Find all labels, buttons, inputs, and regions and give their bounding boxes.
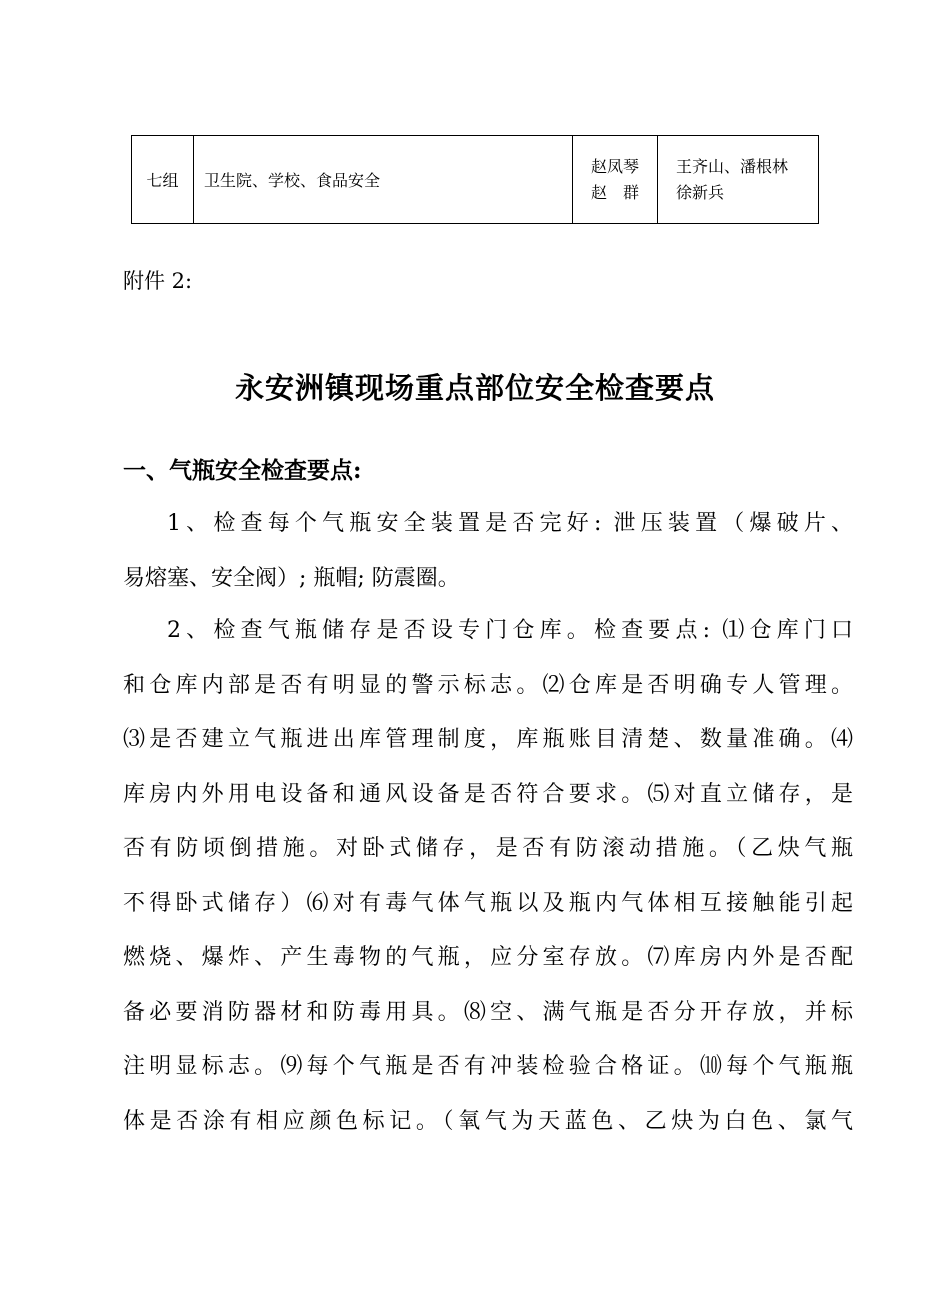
leader-name: 赵凤琴 <box>590 156 639 176</box>
member-names: 徐新兵 <box>676 182 725 202</box>
scope-text: 卫生院、学校、食品安全 <box>204 171 381 190</box>
text-line: 备必要消防器材和防毒用具。⑻空、满气瓶是否分开存放，并标 <box>123 999 853 1025</box>
text-line: 燃烧、爆炸、产生毒物的气瓶，应分室存放。⑺库房内外是否配 <box>123 945 853 970</box>
text-line: 注明显标志。⑼每个气瓶是否有冲装检验合格证。⑽每个气瓶瓶 <box>123 1054 853 1079</box>
table-row <box>132 136 819 224</box>
inspection-group-table <box>131 135 819 224</box>
text-line: 否有防顷倒措施。对卧式储存，是否有防滚动措施。（乙炔气瓶 <box>123 836 853 861</box>
section-heading: 一、气瓶安全检查要点: <box>123 457 362 484</box>
members-cell <box>658 136 819 224</box>
group-label: 七组 <box>146 171 179 190</box>
paragraph-item-1 <box>123 497 853 606</box>
text-line: 和仓库内部是否有明显的警示标志。⑵仓库是否明确专人管理。 <box>123 672 853 698</box>
document-title: 永安洲镇现场重点部位安全检查要点 <box>234 371 715 405</box>
text-line: 不得卧式储存）⑹对有毒气体气瓶以及瓶内气体相互接触能引起 <box>123 890 853 916</box>
attachment-label: 附件 2: <box>123 269 193 293</box>
text-line: 库房内外用电设备和通风设备是否符合要求。⑸对直立储存，是 <box>123 781 853 807</box>
paragraph-item-2 <box>123 604 853 1149</box>
text-line: 1、检查每个气瓶安全装置是否完好: 泄压装置（爆破片、 <box>167 511 853 536</box>
text-line: 易熔塞、安全阀）; 瓶帽; 防震圈。 <box>123 565 460 591</box>
text-line: 体是否涂有相应颜色标记。（氧气为天蓝色、乙炔为白色、氯气 <box>123 1108 853 1134</box>
leaders-cell <box>573 136 658 224</box>
text-line: ⑶是否建立气瓶进出库管理制度，库瓶账目清楚、数量准确。⑷ <box>123 727 853 752</box>
group-cell <box>132 136 194 224</box>
text-line: 2、检查气瓶储存是否设专门仓库。检查要点: ⑴仓库门口 <box>167 618 853 643</box>
member-names: 王齐山、潘根林 <box>676 156 789 176</box>
leader-name: 赵 群 <box>590 182 639 202</box>
scope-cell <box>194 136 573 224</box>
